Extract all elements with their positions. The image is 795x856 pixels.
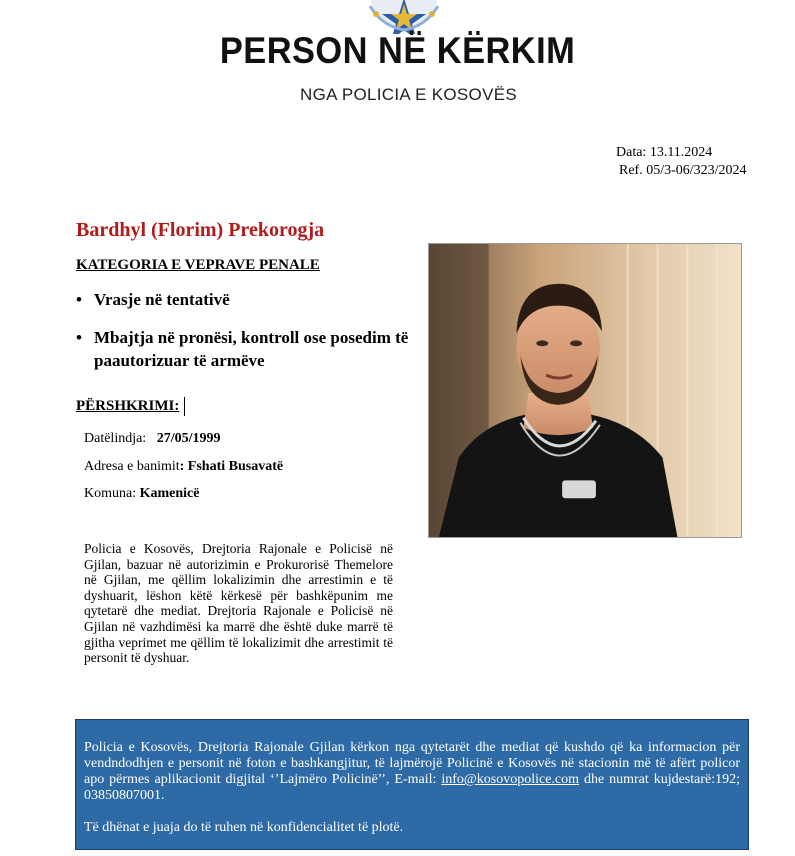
address-field xyxy=(84,459,283,475)
notice-phone-text: dhe numrat kujdestarë:192; 03850807001. xyxy=(84,772,741,803)
police-star-emblem-icon xyxy=(362,0,446,34)
crime-list xyxy=(76,288,416,387)
address-label: Adresa e banimit xyxy=(84,459,180,474)
document-reference: Ref. 05/3-06/323/2024 xyxy=(619,163,747,178)
birth-date-field xyxy=(84,431,220,447)
suspect-photo xyxy=(428,243,742,538)
municipality-value: Kamenicë xyxy=(139,486,200,501)
crime-category-heading: KATEGORIA E VEPRAVE PENALE xyxy=(76,257,320,273)
notice-box xyxy=(75,719,749,850)
municipality-field xyxy=(84,486,199,502)
crime-item-text: Mbajtja në pronësi, kontroll ose posedim të paautorizuar të armëve xyxy=(94,328,409,370)
bullet-icon: • xyxy=(76,328,82,347)
description-heading: PËRSHKRIMI: xyxy=(76,398,180,414)
body-paragraph: Policia e Kosovës, Drejtoria Rajonale e Policisë në Gjilan, bazuar në autorizimin e Prokurorisë Themelore në Gjilan, me qëllim lokalizimin dhe arrestimin e të dyshuarit, lëshon këtë kërkesë për bashkëpunim me qytetarë dhe mediat. Drejtoria Rajonale e Policisë në Gjilan në vazhdimësi ka marrë dhe është duke marrë të gjitha veprimet me qëllim të lokalizimit dhe arrestimit të personit të dyshuar. xyxy=(84,541,393,666)
birth-date-label: Datëlindja: xyxy=(84,431,147,446)
birth-date-value: 27/05/1999 xyxy=(156,431,221,446)
list-item xyxy=(76,288,416,311)
person-name: Bardhyl (Florim) Prekorogja xyxy=(76,219,325,241)
bullet-icon: • xyxy=(76,290,82,309)
notice-text: Policia e Kosovës, Drejtoria Rajonale Gjilan kërkon nga qytetarët dhe mediat që kushdo që ka informacion për vendndodhjen e personit në foton e bashkangjitur, të lajmërojë Policinë e Kosovës në stacionin më të afërt policor apo përmes aplikacionit digjital ‘’Lajmëro Policinë’’, E-mail: xyxy=(84,740,740,787)
municipality-label: Komuna: xyxy=(84,486,137,501)
confidentiality-text: Të dhënat e juaja do të ruhen në konfidencialitet të plotë. xyxy=(84,820,404,835)
email-link[interactable]: info@kosovopolice.com xyxy=(441,772,580,787)
page-title: PERSON NË KËRKIM xyxy=(219,30,576,71)
document-date: Data: 13.11.2024 xyxy=(616,145,713,160)
notice-paragraph xyxy=(84,740,740,804)
address-value: : Fshati Busavatë xyxy=(179,459,284,474)
page-subtitle: NGA POLICIA E KOSOVËS xyxy=(300,85,517,104)
text-cursor xyxy=(184,397,185,416)
list-item xyxy=(76,326,416,372)
crime-item-text: Vrasje në tentativë xyxy=(94,290,230,309)
